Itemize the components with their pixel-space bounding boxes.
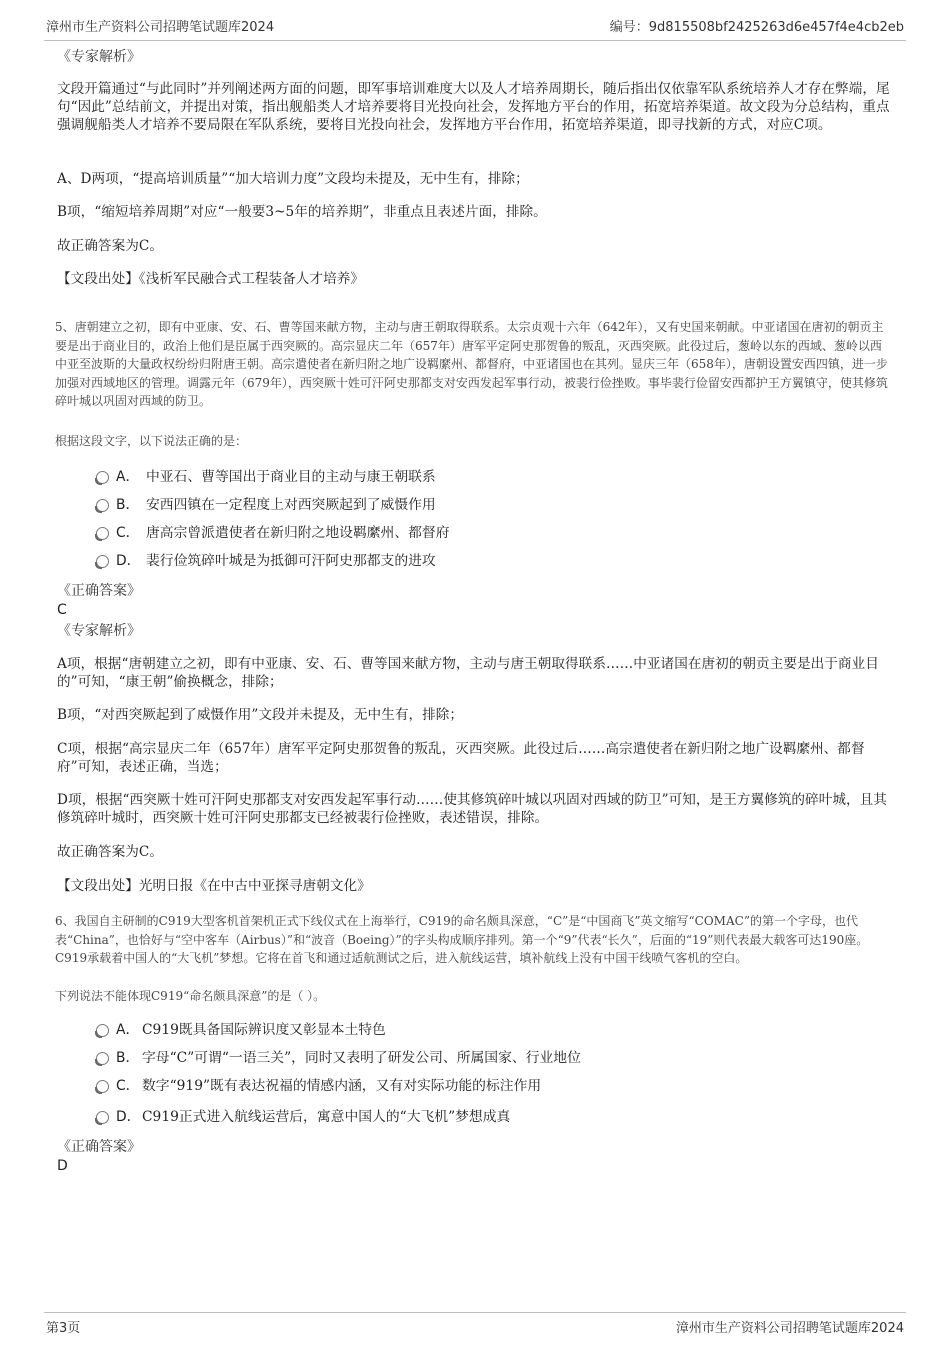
footer-title: 漳州市生产资料公司招聘笔试题库2024 — [675, 1321, 904, 1336]
q5-analysis-c: C项，根据“高宗显庆二年（657年）唐军平定阿史那贺鲁的叛乱，灭西突厥。此役过后……高宗遣使者在新归附之地广设羁縻州、都督府”可知，表述正确，当选； — [57, 741, 865, 775]
q6-question: 下列说法不能体现C919“命名颇具深意”的是（ ）。 — [55, 989, 326, 1003]
header-title: 漳州市生产资料公司招聘笔试题库2024 — [46, 20, 275, 35]
q4-note-b: B项，“缩短培养周期”对应“一般要3~5年的培养期”，非重点且表述片面，排除。 — [57, 204, 547, 220]
q5-conclusion: 故正确答案为C。 — [57, 844, 163, 860]
q5-option-a[interactable]: A． 中亚石、曹等国出于商业目的主动与康王朝联系 — [96, 466, 886, 488]
q6-answer: D — [57, 1158, 68, 1174]
q5-answer: C — [57, 602, 67, 618]
q6-option-d[interactable]: D． C919正式进入航线运营后，寓意中国人的“大飞机”梦想成真 — [96, 1106, 886, 1128]
radio-icon[interactable] — [96, 1080, 109, 1093]
radio-icon[interactable] — [96, 527, 109, 540]
q4-analysis-label: 《专家解析》 — [57, 49, 141, 65]
q4-note-ad: A、D两项，“提高培训质量”“加大培训力度”文段均未提及，无中生有，排除； — [57, 171, 529, 187]
header-code: 编号：9d815508bf2425263d6e457f4e4cb2eb — [609, 20, 904, 35]
q5-analysis-d: D项，根据“西突厥十姓可汗阿史那都支对安西发起军事行动……使其修筑碎叶城以巩固对西域的防卫”可知，是王方翼修筑的碎叶城，且其修筑碎叶城时，西突厥十姓可汗阿史那都支已经被裴行俭挫败，表述错误，排除。 — [57, 792, 887, 826]
radio-icon[interactable] — [96, 1024, 109, 1037]
q5-analysis-label: 《专家解析》 — [57, 623, 141, 639]
q4-analysis-text: 文段开篇通过“与此同时”并列阐述两方面的问题，即军事培训难度大以及人才培养周期长，随后指出仅依靠军队系统培养人才存在弊端，尾句“因此”总结前文，并提出对策，指出舰船类人才培养要将目光投向社会，发挥地方平台的作用，拓宽培养渠道。故文段为分总结构，重点强调舰船类人才培养不要局限在军队系统，要将目光投向社会，发挥地方平台作用，拓宽培养渠道，即寻找新的方式，对应C项。 — [57, 81, 890, 133]
q5-option-b[interactable]: B． 安西四镇在一定程度上对西突厥起到了威慑作用 — [96, 494, 886, 516]
page-number: 第3页 — [46, 1321, 81, 1336]
page-header — [44, 0, 906, 41]
radio-icon[interactable] — [96, 1111, 109, 1124]
q6-passage: 6、我国自主研制的C919大型客机首架机正式下线仪式在上海举行，C919的命名颇具深意，“C”是“中国商飞”英文缩写“COMAC”的第一个字母，也代表“China”，也恰好与“空中客车（Airbus）”和“波音（Boeing）”的字头构成顺序排列。第一个“9”代表“长久”，后面的“19”则代表最大载客可达190座。C919承载着中国人的“大飞机”梦想。它将在首飞和通过适航测试之后，进入航线运营，填补航线上没有中国干线喷气客机的空白。 — [55, 914, 869, 965]
q6-answer-label: 《正确答案》 — [57, 1139, 141, 1155]
q6-option-c[interactable]: C． 数字“919”既有表达祝福的情感内涵，又有对实际功能的标注作用 — [96, 1075, 886, 1097]
q4-conclusion: 故正确答案为C。 — [57, 238, 163, 254]
q5-source: 【文段出处】光明日报《在中古中亚探寻唐朝文化》 — [57, 878, 371, 894]
q5-analysis-a: A项，根据“唐朝建立之初，即有中亚康、安、石、曹等国来献方物，主动与唐王朝取得联系……中亚诸国在唐初的朝贡主要是出于商业目的”可知，“康王朝”偷换概念，排除； — [57, 656, 879, 690]
q6-option-a[interactable]: A． C919既具备国际辨识度又彰显本土特色 — [96, 1019, 886, 1041]
q5-option-d[interactable]: D． 裴行俭筑碎叶城是为抵御可汗阿史那都支的进攻 — [96, 550, 886, 572]
q4-source: 【文段出处】《浅析军民融合式工程装备人才培养》 — [57, 271, 365, 287]
q5-answer-label: 《正确答案》 — [57, 583, 141, 599]
radio-icon[interactable] — [96, 555, 109, 568]
q5-question: 根据这段文字，以下说法正确的是： — [55, 434, 248, 448]
radio-icon[interactable] — [96, 499, 109, 512]
radio-icon[interactable] — [96, 471, 109, 484]
page-footer — [44, 1312, 906, 1343]
q5-option-c[interactable]: C． 唐高宗曾派遣使者在新归附之地设羁縻州、都督府 — [96, 522, 886, 544]
q5-analysis-b: B项，“对西突厥起到了威慑作用”文段并未提及，无中生有，排除； — [57, 707, 464, 723]
q6-option-b[interactable]: B． 字母“C”可谓“一语三关”，同时又表明了研发公司、所属国家、行业地位 — [96, 1047, 886, 1069]
radio-icon[interactable] — [96, 1052, 109, 1065]
q5-passage: 5、唐朝建立之初，即有中亚康、安、石、曹等国来献方物，主动与唐王朝取得联系。太宗贞观十六年（642年），又有史国来朝献。中亚诸国在唐初的朝贡主要是出于商业目的，政治上他们是臣属于西突厥的。高宗显庆二年（657年）唐军平定阿史那贺鲁的叛乱，灭西突厥。此役过后，葱岭以东的西域、葱岭以西中亚至波斯的大量政权纷纷归附唐王朝。高宗遣使者在新归附之地广设羁縻州、都督府，中亚诸国也在其列。显庆三年（658年），唐朝设置安西四镇，进一步加强对西域地区的管理。调露元年（679年），西突厥十姓可汗阿史那都支对安西发起军事行动，被裴行俭挫败。事毕裴行俭留安西都护王方翼镇守，使其修筑碎叶城以巩固对西域的防卫。 — [55, 320, 888, 408]
